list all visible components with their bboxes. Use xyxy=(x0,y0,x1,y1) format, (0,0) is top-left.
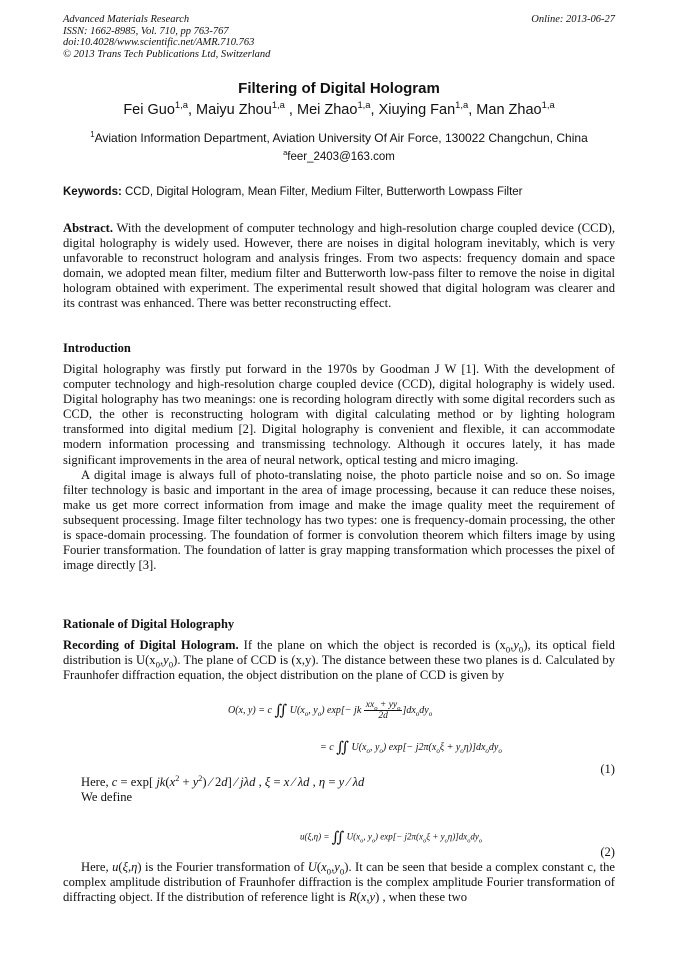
affiliation-sup: 1 xyxy=(90,130,95,139)
recording-text-3: ). The plane of CCD is (x,y). The distance between these two planes is d. Calculated by Fraunhofer diffraction equation, the object distribution on the plane of CCD is given by xyxy=(63,653,616,683)
author-sup: 1,a xyxy=(357,99,371,111)
affiliation-text: Aviation Information Department, Aviation University Of Air Force, 130022 Changchun, China xyxy=(94,131,588,145)
abstract-label: Abstract. xyxy=(63,221,114,235)
equation-2-number: (2) xyxy=(600,845,615,859)
online-date: Online: 2013-06-27 xyxy=(531,14,615,25)
journal-header xyxy=(63,14,270,60)
journal-name: Advanced Materials Research xyxy=(63,14,190,25)
here-paragraph-2: Here, u(ξ,η) is the Fourier transformation of $U(x_0,y_0)$. It can be seen that beside a complex constant c, the complex amplitude distribution of Fraunhofer diffraction is the complex amplitude Fourier transformation of diffracting object. If the distribution of reference light is R(x,y) , when these two xyxy=(63,860,616,905)
equation-1-line-1: O(x, y) = c ∬ $U(x_o$, $y_o$) exp[− jk $\frac{xx_o + yy_o}{2d}$ ]$dx_ody_o$ xyxy=(228,700,433,721)
rationale-body: Recording of Digital Hologram. If the plane on which the object is recorded is $(x_0,y_0)$, its optical field distribution is $U(x_0,y_0)$. The plane of CCD is (x,y). The distance between these two planes is d. Calculated by Fraunhofer diffraction equation, the object distribution on the plane of CCD is given by xyxy=(63,638,616,683)
abstract-text: With the development of computer technology and high-resolution charge coupled device (CCD), digital holography is widely used. However, there are noises in digital hologram inevitably, which is very unfavorable to reconstruct hologram and analysis fringes. From two aspects: frequency domain and space domain, we adopted mean filter, medium filter and Butterworth low-pass filter to remove the noise in digital hologram obtained with experiment. The experimental result showed that digital hologram was clearer and its contrast was enhanced. There was better reconstructing effect. xyxy=(63,221,616,311)
journal-issn: ISSN: 1662-8985, Vol. 710, pp 763-767 xyxy=(63,25,229,37)
section-heading-introduction: Introduction xyxy=(63,341,131,355)
author-name: Mei Zhao xyxy=(296,102,358,118)
equation-1-number: (1) xyxy=(600,762,615,776)
author-list: Fei Guo$^{1,a}$, Maiyu Zhou$^{1,a}$ , Mei Zhao$^{1,a}$, Xiuying Fan$^{1,a}$, Man Zhao$^{1,a}$ xyxy=(123,99,555,118)
author-sup: 1,a xyxy=(271,99,285,111)
author-name: Xiuying Fan xyxy=(378,102,456,118)
introduction-paragraph-2: A digital image is always full of photo-translating noise, the photo particle noise and so on. So image filter technology is basic and important in the area of image processing, because it can reduce these noises, make us get more correct information from image and make the image quality meet the requirement of subsequent processing. Image filter technology has two types: one is frequency-domain processing, the other is space-domain processing. The foundation of former is convolution theorem which filters image by using Fourier transformation. The foundation of latter is gray mapping transformation which processes the pixel of image directly [3]. xyxy=(63,467,615,573)
section-heading-rationale: Rationale of Digital Holography xyxy=(63,617,235,631)
we-define-text: We define xyxy=(81,790,133,805)
equation-1-line-2: = c ∬ $U(x_o$, $y_o$) $\exp[- j2\pi(x_o\xi + y_o\eta)]dx_ody_o$ xyxy=(320,740,502,756)
here-text-2b: is the Fourier transformation of xyxy=(145,860,305,874)
recording-text-1: If the plane on which the object is recorded is (x xyxy=(243,638,506,652)
here-text-2d: , when these two xyxy=(382,890,468,905)
author-sup: 1,a xyxy=(541,99,555,111)
here-label-1: Here, xyxy=(81,775,109,789)
author-sup: 1,a xyxy=(174,99,188,111)
here-line-1: Here, c = exp[ $jk(x^2 + y^2)$ ⁄ 2d] ⁄ jλd , ξ = x ⁄ λd , η = y ⁄ λd We define xyxy=(63,775,615,805)
recording-label: Recording of Digital Hologram. xyxy=(63,638,239,652)
abstract xyxy=(63,221,615,312)
affiliation xyxy=(0,131,678,145)
journal-copyright: © 2013 Trans Tech Publications Ltd, Switzerland xyxy=(63,48,271,60)
author-name: Maiyu Zhou xyxy=(196,102,272,118)
keywords-text: CCD, Digital Hologram, Mean Filter, Medium Filter, Butterworth Lowpass Filter xyxy=(125,186,523,198)
recording-text-2: ), its optical field distribution is U(x xyxy=(63,638,615,668)
journal-doi: doi:10.4028/www.scientific.net/AMR.710.763 xyxy=(63,37,255,48)
author-email xyxy=(0,148,678,163)
paper-title: Filtering of Digital Hologram xyxy=(238,80,440,97)
here-text-2c: . It can be seen that beside a complex constant c, the complex amplitude distribution of Fraunhofer diffraction is the complex amplitude Fourier transformation of diffracting object. If the distribution of reference light is xyxy=(63,860,616,905)
author-name: Man Zhao xyxy=(476,102,542,118)
keywords-label: Keywords: xyxy=(63,186,122,198)
email-text: feer_2403@163.com xyxy=(287,151,395,163)
introduction-paragraph-1: Digital holography was firstly put forward in the 1970s by Goodman J W [1]. With the development of computer technology and high-resolution charge coupled device (CCD), digital holography is widely used. Digital holography has two meanings: one is recording hologram directly with some digital recorders such as CCD, the other is reconstructing hologram with digital calculating method or by lighting hologram transformed into digital medium [2]. Digital holography is convenient and flexible, it can accommodate modern information processing and transmissing technology. Although it occures lately, it has made significant improvements in the area of neural network, optical testing and micro imaging. xyxy=(63,362,615,467)
author-sup: 1,a xyxy=(455,99,469,111)
author-name: Fei Guo xyxy=(123,102,175,118)
email-sup: a xyxy=(283,148,288,158)
keywords xyxy=(63,186,615,198)
equation-2: u(ξ,η) = ∬ $U(x_o$, $y_o$) $\exp[- j2\pi(x_o\xi + y_o\eta)]dx_ody_o$ xyxy=(300,830,483,846)
here-label-2: Here, xyxy=(81,860,109,874)
introduction-body xyxy=(63,362,615,573)
